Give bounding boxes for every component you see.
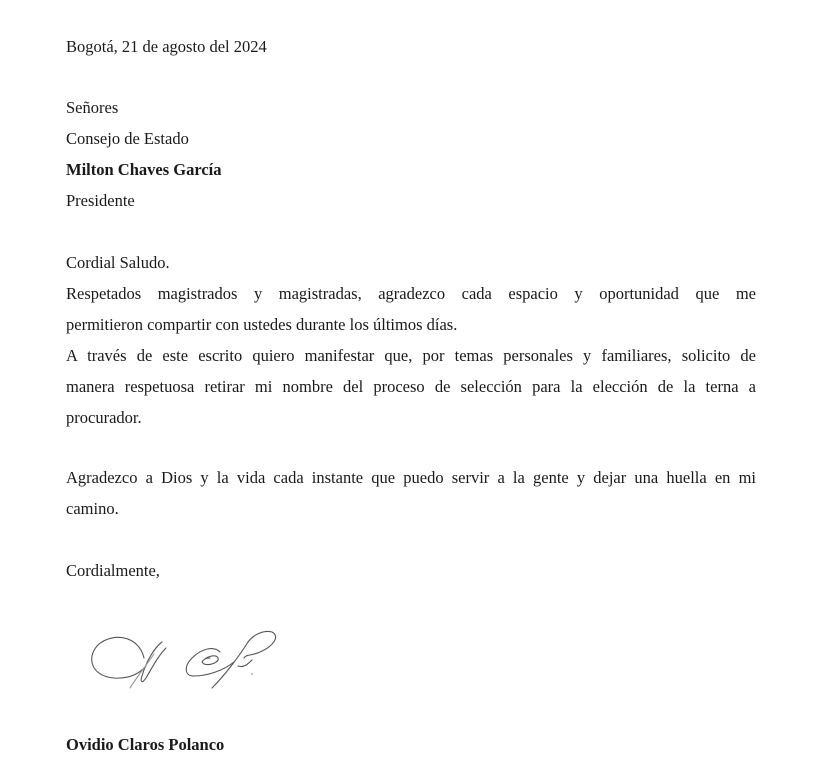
recipient-name: Milton Chaves García bbox=[66, 160, 222, 179]
recipient-institution: Consejo de Estado bbox=[66, 129, 189, 148]
paragraph-2-line-3: procurador. bbox=[66, 408, 142, 427]
greeting: Cordial Saludo. bbox=[66, 253, 170, 272]
paragraph-3-line-1: Agradezco a Dios y la vida cada instante que puedo servir a la gente y dejar una huella en mi bbox=[66, 468, 756, 487]
recipient-position: Presidente bbox=[66, 191, 135, 210]
handwritten-signature-icon bbox=[84, 628, 284, 704]
paragraph-3-line-2: camino. bbox=[66, 499, 119, 518]
recipient-salutation-title: Señores bbox=[66, 98, 119, 117]
date-line: Bogotá, 21 de agosto del 2024 bbox=[66, 37, 267, 56]
closing: Cordialmente, bbox=[66, 561, 160, 580]
paragraph-1-line-2: permitieron compartir con ustedes durante los últimos días. bbox=[66, 315, 458, 334]
paragraph-2-line-2: manera respetuosa retirar mi nombre del proceso de selección para la elección de la terna a bbox=[66, 377, 756, 396]
signer-name: Ovidio Claros Polanco bbox=[66, 735, 225, 754]
paragraph-1-line-1: Respetados magistrados y magistradas, agradezco cada espacio y oportunidad que me bbox=[66, 284, 756, 303]
paragraph-2-line-1: A través de este escrito quiero manifestar que, por temas personales y familiares, solicito de bbox=[66, 346, 756, 365]
